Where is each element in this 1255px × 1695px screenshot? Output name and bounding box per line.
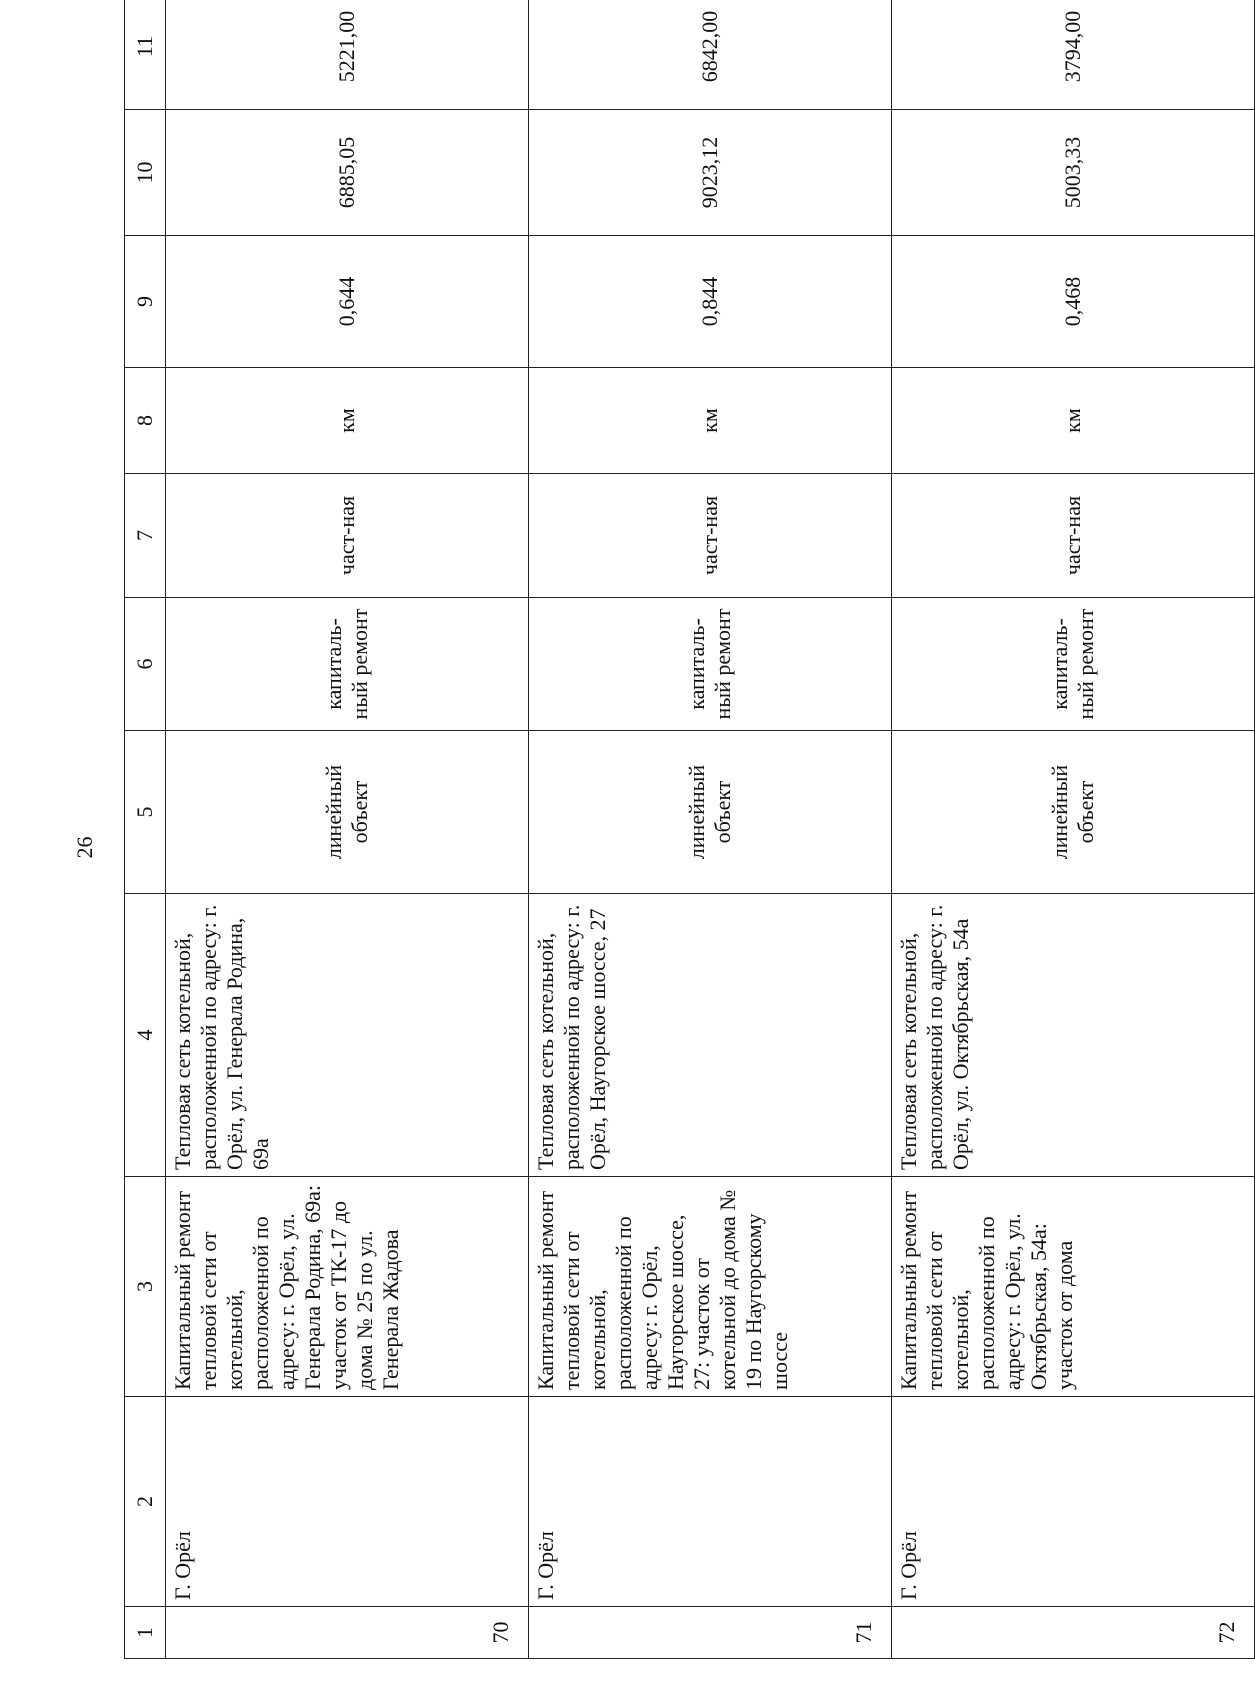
- table-row: [166, 0, 529, 1659]
- header-cell: 9: [125, 236, 166, 368]
- type-cell: линейный объект: [892, 731, 1255, 894]
- cost-cell: 5003,33: [892, 110, 1255, 236]
- cost-cell: 9023,12: [529, 110, 892, 236]
- register-table: [124, 0, 1255, 1659]
- description-text: Капитальный ремонт тепловой сети от котельной, расположенной по адресу: г. Орёл, ул. Октябрьская, 54а: участок от дома: [896, 1190, 1077, 1390]
- amount-cell: 0,644: [166, 236, 529, 368]
- object-cell: Тепловая сеть котельной, расположенной по адресу: г. Орёл, ул. Октябрьская, 54а: [892, 894, 1255, 1177]
- cost2-cell: 6842,00: [529, 0, 892, 110]
- header-cell: 1: [125, 1607, 166, 1659]
- description-text: Капитальный ремонт тепловой сети от котельной, расположенной по адресу: г. Орёл, ул. Генерала Родина, 69а: участок от ТК-17 до дома № 25 по ул. Генерала Жадова: [170, 1185, 403, 1390]
- cost-cell: 6885,05: [166, 110, 529, 236]
- work-cell: капиталь-ный ремонт: [892, 598, 1255, 731]
- header-cell: 2: [125, 1397, 166, 1607]
- extent-cell: част-ная: [892, 474, 1255, 598]
- table-row: [529, 0, 892, 1659]
- object-cell: Тепловая сеть котельной, расположенной по адресу: г. Орёл, ул. Генерала Родина, 69а: [166, 894, 529, 1177]
- type-cell: линейный объект: [166, 731, 529, 894]
- header-cell: 11: [125, 0, 166, 110]
- amount-cell: 0,468: [892, 236, 1255, 368]
- row-number: 70: [166, 1607, 529, 1659]
- extent-cell: част-ная: [166, 474, 529, 598]
- amount-cell: 0,844: [529, 236, 892, 368]
- description-cell: [892, 1177, 1255, 1397]
- unit-cell: км: [892, 368, 1255, 474]
- description-cell: [529, 1177, 892, 1397]
- header-cell: 8: [125, 368, 166, 474]
- table-row: [892, 0, 1255, 1659]
- header-cell: 4: [125, 894, 166, 1177]
- city-cell: Г. Орёл: [166, 1397, 529, 1607]
- cost2-cell: 5221,00: [166, 0, 529, 110]
- header-row: [125, 0, 166, 1659]
- unit-cell: км: [166, 368, 529, 474]
- object-cell: Тепловая сеть котельной, расположенной по адресу: г. Орёл, Наугорское шоссе, 27: [529, 894, 892, 1177]
- city-cell: Г. Орёл: [529, 1397, 892, 1607]
- header-cell: 5: [125, 731, 166, 894]
- header-cell: 10: [125, 110, 166, 236]
- description-text: Капитальный ремонт тепловой сети от котельной, расположенной по адресу: г. Орёл, Наугорское шоссе, 27: участок от котельной до дома № 19 по Наугорскому шоссе: [533, 1189, 792, 1390]
- unit-cell: км: [529, 368, 892, 474]
- header-cell: 3: [125, 1177, 166, 1397]
- description-cell: [166, 1177, 529, 1397]
- header-cell: 6: [125, 598, 166, 731]
- extent-cell: част-ная: [529, 474, 892, 598]
- row-number: 71: [529, 1607, 892, 1659]
- cost2-cell: 3794,00: [892, 0, 1255, 110]
- work-cell: капиталь-ный ремонт: [166, 598, 529, 731]
- city-cell: Г. Орёл: [892, 1397, 1255, 1607]
- row-number: 72: [892, 1607, 1255, 1659]
- page-number: 26: [72, 836, 97, 859]
- work-cell: капиталь-ный ремонт: [529, 598, 892, 731]
- header-cell: 7: [125, 474, 166, 598]
- type-cell: линейный объект: [529, 731, 892, 894]
